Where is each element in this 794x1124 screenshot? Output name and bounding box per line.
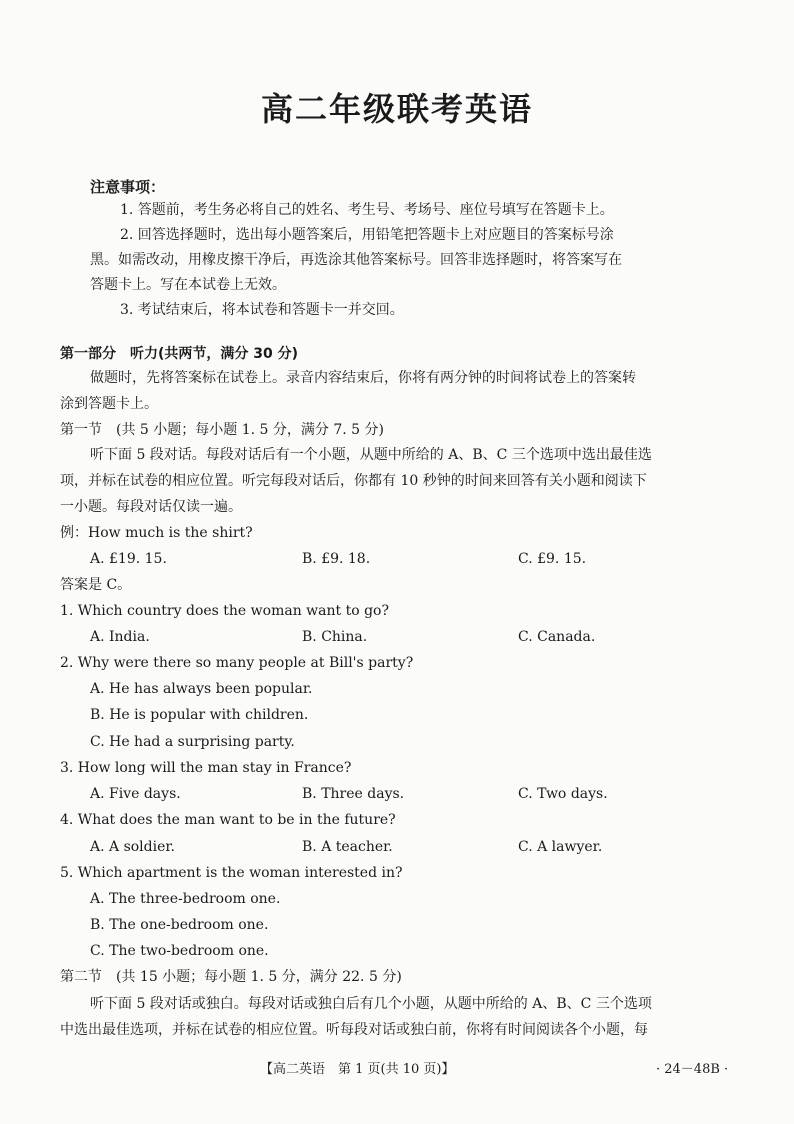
exam-code: · 24－48B ·: [656, 1062, 729, 1077]
question-1-option-a: A. India.: [90, 629, 150, 645]
example-question: 例：How much is the shirt?: [60, 525, 253, 541]
notice-item-2-line-1: 2. 回答选择题时，选出每小题答案后，用铅笔把答题卡上对应题目的答案标号涂: [120, 227, 614, 243]
notice-item-1: 1. 答题前，考生务必将自己的姓名、考生号、考场号、座位号填写在答题卡上。: [120, 202, 614, 218]
page-footer: 【高二英语 第 1 页(共 10 页)】: [260, 1062, 455, 1077]
question-2-option-b: B. He is popular with children.: [90, 707, 309, 723]
question-5-option-c: C. The two-bedroom one.: [90, 943, 269, 959]
question-2-stem: 2. Why were there so many people at Bill's party?: [60, 655, 414, 671]
question-3-option-b: B. Three days.: [302, 786, 405, 802]
question-3-stem: 3. How long will the man stay in France?: [60, 760, 352, 776]
section1-heading: 第一节 (共 5 小题；每小题 1. 5 分，满分 7. 5 分): [60, 422, 384, 438]
part1-instruction-line-1: 做题时，先将答案标在试卷上。录音内容结束后，你将有两分钟的时间将试卷上的答案转: [90, 370, 636, 386]
question-2-option-c: C. He had a surprising party.: [90, 734, 295, 750]
example-answer: 答案是 C。: [60, 577, 132, 593]
section1-instruction-line-1: 听下面 5 段对话。每段对话后有一个小题，从题中所给的 A、B、C 三个选项中选出最佳选: [90, 447, 652, 463]
section2-heading: 第二节 (共 15 小题；每小题 1. 5 分，满分 22. 5 分): [60, 969, 402, 985]
part1-heading: 第一部分 听力(共两节，满分 30 分): [60, 346, 299, 362]
section2-instruction-line-1: 听下面 5 段对话或独白。每段对话或独白后有几个小题，从题中所给的 A、B、C 三个选项: [90, 996, 652, 1012]
section2-instruction-line-2: 中选出最佳选项，并标在试卷的相应位置。听每段对话或独白前，你将有时间阅读各个小题，每: [60, 1022, 648, 1038]
question-3-option-c: C. Two days.: [518, 786, 608, 802]
question-5-option-a: A. The three-bedroom one.: [90, 891, 281, 907]
notice-heading: 注意事项：: [90, 178, 166, 196]
notice-item-2-line-2: 黑。如需改动，用橡皮擦干净后，再选涂其他答案标号。回答非选择题时，将答案写在: [90, 252, 622, 268]
example-option-a: A. £19. 15.: [90, 551, 167, 567]
question-4-option-c: C. A lawyer.: [518, 839, 603, 855]
question-4-option-b: B. A teacher.: [302, 839, 393, 855]
question-4-option-a: A. A soldier.: [90, 839, 175, 855]
section1-instruction-line-2: 项，并标在试卷的相应位置。听完每段对话后，你都有 10 秒钟的时间来回答有关小题和阅读下: [60, 473, 647, 489]
question-5-option-b: B. The one-bedroom one.: [90, 917, 269, 933]
question-4-stem: 4. What does the man want to be in the future?: [60, 812, 396, 828]
page-title: 高二年级联考英语: [260, 90, 533, 128]
question-3-option-a: A. Five days.: [90, 786, 181, 802]
question-1-stem: 1. Which country does the woman want to go?: [60, 603, 389, 619]
question-5-stem: 5. Which apartment is the woman interested in?: [60, 865, 403, 881]
example-option-b: B. £9. 18.: [302, 551, 371, 567]
section1-instruction-line-3: 一小题。每段对话仅读一遍。: [60, 499, 242, 515]
part1-instruction-line-2: 涂到答题卡上。: [60, 396, 158, 412]
notice-item-3: 3. 考试结束后，将本试卷和答题卡一并交回。: [120, 302, 404, 318]
question-2-option-a: A. He has always been popular.: [90, 681, 313, 697]
notice-item-2-line-3: 答题卡上。写在本试卷上无效。: [90, 277, 286, 293]
question-1-option-c: C. Canada.: [518, 629, 596, 645]
question-1-option-b: B. China.: [302, 629, 368, 645]
example-option-c: C. £9. 15.: [518, 551, 587, 567]
